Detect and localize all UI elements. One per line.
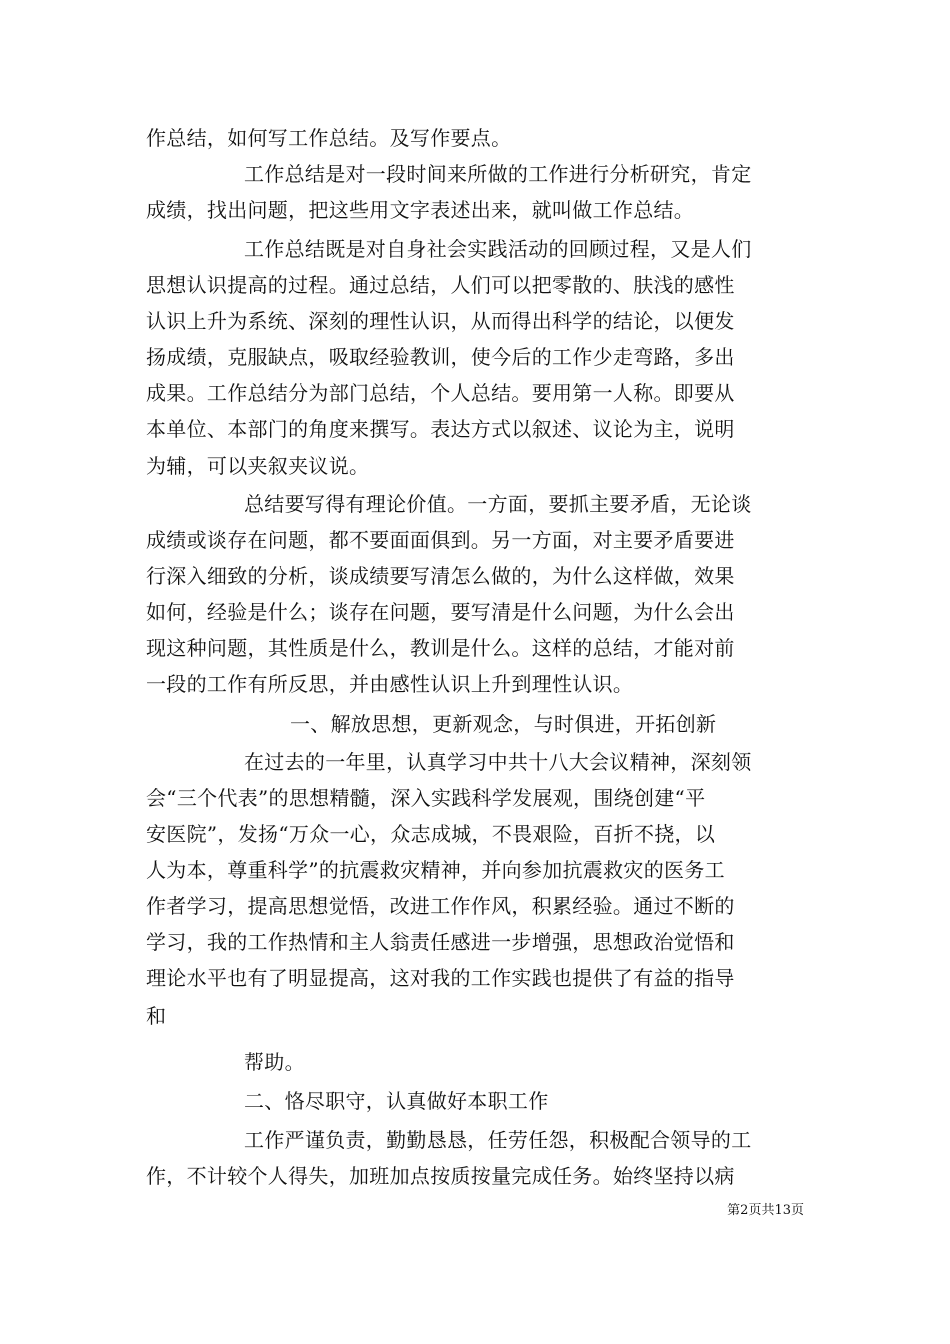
text-line: 本单位、本部门的角度来撰写。表达方式以叙述、议论为主，说明	[146, 417, 735, 441]
text-line: 扬成绩，克服缺点，吸取经验教训，使今后的工作少走弯路，多出	[146, 345, 735, 369]
text-line: 成果。工作总结分为部门总结，个人总结。要用第一人称。即要从	[146, 381, 735, 405]
section-heading: 二、恪尽职守，认真做好本职工作	[244, 1089, 549, 1113]
text-line: 为辅，可以夹叙夹议说。	[146, 454, 370, 478]
text-line: 总结要写得有理论价值。一方面，要抓主要矛盾，无论谈	[244, 492, 752, 516]
text-line: 人为本，尊重科学”的抗震救灾精神，并向参加抗震救灾的医务工	[146, 858, 725, 882]
section-heading: 一、解放思想，更新观念，与时俱进，开拓创新	[290, 712, 717, 736]
text-line: 安医院”，发扬“万众一心，众志成城，不畏艰险，百折不挠，以	[146, 822, 716, 846]
text-line: 如何，经验是什么；谈存在问题，要写清是什么问题，为什么会出	[146, 600, 735, 624]
text-line: 和	[146, 1004, 167, 1028]
text-line: 工作总结既是对自身社会实践活动的回顾过程，又是人们	[244, 237, 752, 261]
page-number-footer: 第2页共13页	[727, 1203, 804, 1218]
text-line: 学习，我的工作热情和主人翁责任感进一步增强，思想政治觉悟和	[146, 930, 735, 954]
text-line: 作，不计较个人得失，加班加点按质按量完成任务。始终坚持以病	[146, 1164, 735, 1188]
text-line: 理论水平也有了明显提高，这对我的工作实践也提供了有益的指导	[146, 966, 735, 990]
text-line: 行深入细致的分析，谈成绩要写清怎么做的，为什么这样做，效果	[146, 564, 735, 588]
text-line: 认识上升为系统、深刻的理性认识，从而得出科学的结论，以便发	[146, 309, 735, 333]
text-line: 作总结，如何写工作总结。及写作要点。	[146, 126, 512, 150]
text-line: 一段的工作有所反思，并由感性认识上升到理性认识。	[146, 672, 634, 696]
text-line: 会“三个代表”的思想精髓，深入实践科学发展观，围绕创建“平	[146, 786, 706, 810]
text-line: 成绩，找出问题，把这些用文字表述出来，就叫做工作总结。	[146, 198, 695, 222]
text-line: 思想认识提高的过程。通过总结，人们可以把零散的、肤浅的感性	[146, 273, 735, 297]
text-line: 帮助。	[244, 1050, 305, 1074]
text-line: 成绩或谈存在问题，都不要面面俱到。另一方面，对主要矛盾要进	[146, 528, 735, 552]
text-line: 工作严谨负责，勤勤恳恳，任劳任怨，积极配合领导的工	[244, 1128, 752, 1152]
text-line: 现这种问题，其性质是什么，教训是什么。这样的总结，才能对前	[146, 636, 735, 660]
text-line: 工作总结是对一段时间来所做的工作进行分析研究，肯定	[244, 162, 752, 186]
text-line: 在过去的一年里，认真学习中共十八大会议精神，深刻领	[244, 750, 752, 774]
text-line: 作者学习，提高思想觉悟，改进工作作风，积累经验。通过不断的	[146, 894, 735, 918]
